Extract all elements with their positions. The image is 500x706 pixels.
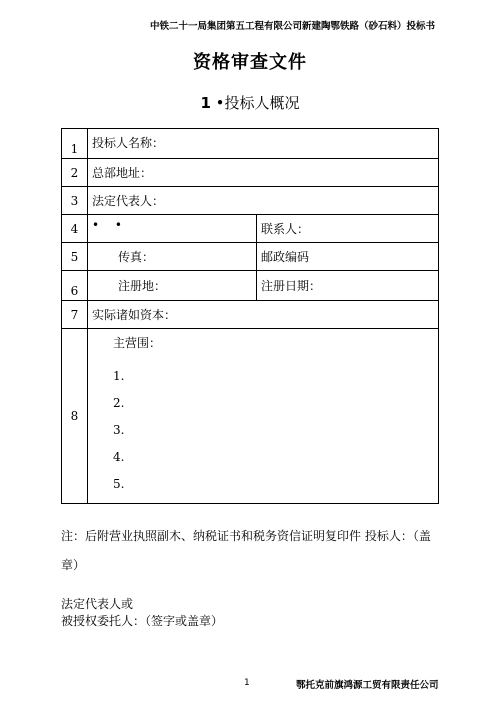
section-title xyxy=(0,92,500,113)
row-number: 1 xyxy=(62,129,88,159)
registered-capital-field[interactable]: 实际诸如资本： xyxy=(88,301,439,329)
section-bullet: • xyxy=(215,94,225,112)
document-title: 资格审查文件 xyxy=(193,52,307,73)
dots-text: • • xyxy=(92,218,128,232)
row-number: 2 xyxy=(62,159,88,187)
registration-place-field[interactable]: 注册地： xyxy=(88,271,257,301)
business-scope-field[interactable] xyxy=(88,329,439,504)
signature-line-1: 法定代表人或 xyxy=(61,597,134,611)
table-row xyxy=(62,159,439,187)
legal-representative-field[interactable]: 法定代表人： xyxy=(88,187,439,215)
row-number: 7 xyxy=(62,301,88,329)
signature-line-2: 被授权委托人：（签字或盖章） xyxy=(61,614,224,628)
table-row xyxy=(62,187,439,215)
row-number: 3 xyxy=(62,187,88,215)
row-number: 8 xyxy=(62,329,88,504)
fax-field[interactable]: 传真： xyxy=(88,243,257,271)
list-item: 2. xyxy=(113,396,125,410)
row-number: 4 xyxy=(62,215,88,243)
table-row xyxy=(62,215,439,243)
page-footer: 鄂托克前旗鸿源工贸有限责任公司 xyxy=(296,680,439,691)
table-row xyxy=(62,329,439,504)
list-item: 3. xyxy=(113,423,125,437)
attachment-note: 注：后附营业执照副木、纳税证书和税务资信证明复印件 投标人：（盖 xyxy=(61,529,431,543)
table-row xyxy=(62,243,439,271)
registration-date-field[interactable]: 注册日期： xyxy=(257,271,439,301)
contact-left-field[interactable] xyxy=(88,215,257,243)
headquarters-address-field[interactable]: 总部地址： xyxy=(88,159,439,187)
row-number: 5 xyxy=(62,243,88,271)
attachment-note-continued: 章） xyxy=(61,558,86,572)
section-number: 1 xyxy=(200,94,211,112)
table-row xyxy=(62,129,439,159)
page-header: 中铁二十一局集团第五工程有限公司新建陶鄂铁路（砂石料）投标书 xyxy=(150,21,436,32)
postal-code-field[interactable]: 邮政编码 xyxy=(257,243,439,271)
bidder-name-field[interactable]: 投标人名称： xyxy=(88,129,439,159)
table-row xyxy=(62,301,439,329)
business-scope-label: 主营围： xyxy=(113,336,162,350)
bidder-overview-table xyxy=(61,128,439,504)
contact-person-field[interactable]: 联系人： xyxy=(257,215,439,243)
table-row xyxy=(62,271,439,301)
list-item: 1. xyxy=(113,369,125,383)
section-title-text: 投标人概况 xyxy=(224,94,300,112)
page-number: 1 xyxy=(244,678,250,688)
list-item: 5. xyxy=(113,477,125,491)
row-number: 6 xyxy=(62,271,88,301)
list-item: 4. xyxy=(113,450,125,464)
